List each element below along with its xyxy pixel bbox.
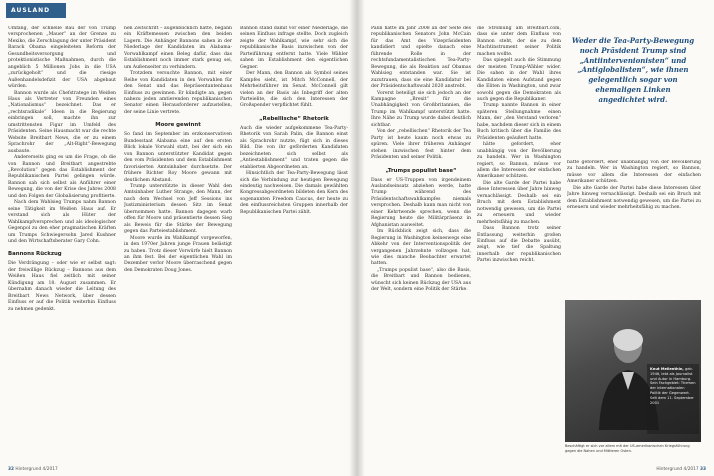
paragraph: Auch die wieder aufgekommene Tea-Party-Rhetorik von Sarah Palin, die Bannon einst als Sprachrohr nutzte, fügt sich in dieses Bild. Die von ihr geförderten Kandidaten bezeichneten sich selbst als „Antiestablishment“ und traten gegen die etablierten Abgeordneten an. (240, 125, 348, 170)
paragraph: Palin hatte im Jahr 2008 an der Seite des republikanischen Senators John McCain für das Amt des Vizepräsidenten kandidiert und spielte danach eine führende Rolle in der rechtsfundamentalistischen Tea-Party-Bewegung, die als Reaktion auf Obamas Wahlsieg entstanden war. Sie ist zuzutrauen, dass sie eine Kandidatur bei der Präsidentschaftswahl 2020 anstrebt. (371, 26, 471, 90)
author-caption (647, 364, 699, 434)
spine-shadow (349, 0, 365, 476)
photo-caption: Beschäftigt er sich vor allem mit der US-amerikanischen Kriegsführung gegen die Nahen und Mittleren Osten. (565, 444, 690, 453)
section-tag: AUSLAND (6, 3, 66, 18)
paragraph: So fand im September im erzkonservativen Bundesstaat Alabama eine auf den ersten Blick lokale Vorwahl statt, bei der sich ein von Bannon unterstützter Kandidat gegen den vom Präsidenten und dem Establishment favorisierten Amtsinhaber durchsetzte. Der frühere Richter Roy Moore gewann mit deutlichem Abstand. (124, 132, 232, 183)
pull-quote: Weder die Tea-Party-Bewegung noch Präsident Trump sind „Antiintervenionisten“ und „Antiglobalisten“, wie ihnen gelegentlich sogar von ehemaligen Linken angedichtet wird. (571, 36, 695, 104)
paragraph: nen Zeitschrift – augenblicklich hatte, begann ein Kräftemessen zwischen den beiden Lagern. Die Anhänger Bannons sahen in der Niederlage der Kandidaten im Alabama-Vorwahlkampf einen Beleg dafür, dass das Establishment noch immer stark genug sei, um Außenseiter zu verhindern. (124, 26, 232, 70)
paragraph: Bannon wurde als Chefstratege im Weißen Haus als Vertreter von Freunden eines „Nationalismus“ bezeichnet. Das er „rechtsradikale“ Ideen in die Regierung einbringen soll, machte ihn zur umstrittensten Figur im Umfeld des Präsidenten. Seine Hausmacht war die rechte Website Breitbart News, die er zu einem Sprachrohr der „Alt-Right“-Bewegung ausbaute. (8, 90, 116, 154)
page-number: 32 (8, 467, 14, 472)
paragraph: Trotzdem versuchte Bannon, mit einer Reihe von Kandidaten in den Vorwahlen für den Senat und das Repräsentantenhaus Einfluss zu gewinnen. Er kündigte an, gegen nahezu jeden amtierenden republikanischen Senator einen Herausforderer aufzustellen, der seine Linie vertrete. (124, 71, 232, 115)
footer-right (656, 467, 706, 472)
paragraph: Hinsichtlich der Tea-Party-Bewegung lässt sich die Verbindung zur heutigen Bewegung eindeutig nachweisen. Die damals gewählten Kongressabgeordneten bildeten den Kern des sogenannten Freedom Caucus, der heute zu den einflussreichsten Gruppen innerhalb der Republikanischen Partei zählt. (240, 171, 348, 215)
page-number: 33 (700, 467, 706, 472)
paragraph: Moore wurde im Wahlkampf vorgeworfen, in den 1970er Jahren junge Frauen belästigt zu haben. Trotz dieser Vorwürfe hielt Bannon an ihm fest. Bei der eigentlichen Wahl im Dezember verlor Moore überraschend gegen den Demokraten Doug Jones. (124, 235, 232, 273)
paragraph: die Strömung am Breitbart.com, dass sie unter dem Einfluss von Bannon steht, der sie zu dem Machtinstrument seiner Politik machen wollte. (477, 26, 561, 57)
subheading: Moore gewinnt (155, 122, 201, 129)
left-column-2 (124, 26, 232, 462)
paragraph: hätte gefordert, eher unabhängig von der Bevölkerung zu handeln. Wer in Washington regiert, so Bannon, müsse vor allem die Interessen der einfachen Amerikaner schützen. (567, 160, 701, 185)
author-name: Knut Mellenthin, (650, 367, 684, 371)
paragraph: Bannon stand damit vor einer Niederlage, die seinen Einfluss infrage stellte. Doch zugleich zeigte der Wahlkampf, wie sehr sich die republikanische Basis inzwischen von der Parteiführung entfernt hatte. Viele Wähler sahen im Establishment den eigentlichen Gegner. (240, 26, 348, 70)
paragraph: Dass Bannon trotz seiner Entlassung weiterhin großen Einfluss auf die Debatte ausübt, zeigt, wie tief die Spaltung innerhalb der republikanischen Partei inzwischen reicht. (477, 226, 561, 264)
paragraph: „Trumps populist base“, also die Basis, die Breitbart und Bannon bedienen, wünscht sich keinen Rückzug der USA aus der Welt, sondern eine Politik der Stärke. (371, 267, 471, 293)
right-column-2 (477, 26, 561, 462)
issue-label: Hintergrund 4/2017 (656, 467, 699, 472)
paragraph: Im Rückblick zeigt sich, dass die Regierung in Washington keineswegs eine Abkehr von der Interventionspolitik der vergangenen Jahrzehnte vollzogen hat, wie dies manche Beobachter erwartet hatten. (371, 229, 471, 267)
author-photo (565, 300, 701, 442)
right-page (357, 0, 714, 476)
paragraph: Trump unterstützte in dieser Wahl den Amtsinhaber Luther Strange, den Mann, der nach dem Wechsel von Jeff Sessions ins Justizministerium dessen Sitz im Senat übernommen hatte. Bannon dagegen warb offen für Moore und präsentierte dessen Sieg als Beweis für die Stärke der Bewegung gegen das Parteiestablishment. (124, 183, 232, 235)
paragraph: Der Mann, den Bannon als Symbol seines Kampfes sieht, ist Mitch McConnell, der Mehrheitsführer im Senat. McConnell gilt vielen an der Basis als Inbegriff der alten Parteielite, die sich den Interessen der Großspender verpflichtet fühlt. (240, 71, 348, 109)
author-bio: geb. 1946, lebt als Journalist und Autor in Hamburg. Sein Fachgebiet: Themen der internationalen Politik der Gegenwart. Seit dem 11. September 2001 (650, 367, 696, 405)
subheading: „Trumps populist base“ (385, 167, 457, 174)
left-column-3 (240, 26, 348, 462)
paragraph: Umfang, der schnelle Bau der von Trump versprochenen „Mauer“ an der Grenze zu Mexiko, die Zerschlagung der unter Präsident Barack Obama eingeleiteten Reform der Gesundheitsversorgung und protektionistische Maßnahmen, durch die angeblich 5 Millionen Jobs in die USA „zurückgeholt“ und die riesige Außenhandelsdefizit der USA abgebaut würden. (8, 26, 116, 90)
right-column-1 (371, 26, 471, 462)
right-column-3 (567, 160, 701, 296)
paragraph: hätte gefordert, eher unabhängig von der Bevölkerung zu handeln. Wer in Washington regiert, so Bannon, müsse vor allem die Interessen der einfachen Amerikaner schützen. (477, 142, 561, 180)
paragraph: Dass er US-Truppen von irgendeinem Auslandseinsatz abziehen werde, hatte Trump während des Präsidentschaftswahlkampfes niemals versprochen. Deshalb kann man nicht von einer Kehrtwende sprechen, wenn die Regierung heute die Militärpräsenz in Afghanistan ausweitet. (371, 177, 471, 228)
issue-label: Hintergrund 4/2017 (15, 467, 58, 472)
paragraph: Vorerst beteiligt sie sich jedoch an der Kampagne „Brexit“ für die Unabhängigkeit von Großbritannien, die Trump im Wahlkampf unterstützt hatte. Ihre Nähe zu Trump wurde dabei deutlich sichtbar. (371, 90, 471, 128)
paragraph: Trump nannte Bannon in einer späteren Stellungnahme einen Mann, der „den Verstand verloren“ habe, nachdem dieser sich in einem Buch kritisch über die Familie des Präsidenten geäußert hatte. (477, 103, 561, 141)
paragraph: Die alte Garde der Partei habe diese Interessen über Jahre hinweg vernachlässigt. Deshalb sei ein Bruch mit dem Establishment notwendig gewesen, um die Partei zu erneuern und wieder mehrheitsfähig zu machen. (477, 180, 561, 225)
paragraph: Das spiegelt auch die Stimmung der meisten Trump-Wähler wider. Die sahen in der Wahl ihres Kandidaten einen Aufstand gegen die Eliten in Washington, und zwar sowohl gegen die Demokraten als auch gegen die Republikaner. (477, 58, 561, 102)
paragraph: Andererseits ging es um die Frage, ob die von Bannon und Breitbart angestrebte „Revolution“ gegen das Establishment der Republikanischen Partei gelingen würde. Bannon sah sich selbst als Anführer einer Bewegung, die von der Krise des Jahres 2008 und den Folgen der Globalisierung profitierte. (8, 155, 116, 199)
paragraph: Die Verdrängung – oder wie er selbst sagt: der freiwillige Rückzug – Bannons aus dem Weißen Haus fiel zeitlich mit seiner Kündigung am 18. August zusammen. Er übernahm danach wieder die Leitung des Breitbart News Network, über dessen Einfluss er auf die Politik weiterhin Einfluss zu nehmen gedenkt. (8, 261, 116, 312)
footer-left (8, 467, 58, 472)
subheading: Bannons Rückzug (8, 251, 62, 258)
paragraph: Nach dem Wahlsieg Trumps nahm Bannon seine Tätigkeit im Weißen Haus auf. Er verstand sich als Hüter der Wahlkampfversprechen und als ideologischer Gegenpol zu den eher pragmatischen Kräften um Trumps Schwiegersohn Jared Kushner und den Wirtschaftsberater Gary Cohn. (8, 200, 116, 244)
subheading: „Rebellische“ Rhetorik (259, 115, 329, 122)
paragraph: Die alte Garde der Partei habe diese Interessen über Jahre hinweg vernachlässigt. Deshalb sei ein Bruch mit dem Establishment notwendig gewesen, um die Partei zu erneuern und wieder mehrheitsfähig zu machen. (567, 185, 701, 211)
paragraph: Von der „rebellischen“ Rhetorik der Tea Party ist heute kaum noch etwas zu spüren. Viele ihrer früheren Anhänger stehen inzwischen fest hinter dem Präsidenten und seiner Politik. (371, 129, 471, 161)
left-column-1 (8, 26, 116, 462)
